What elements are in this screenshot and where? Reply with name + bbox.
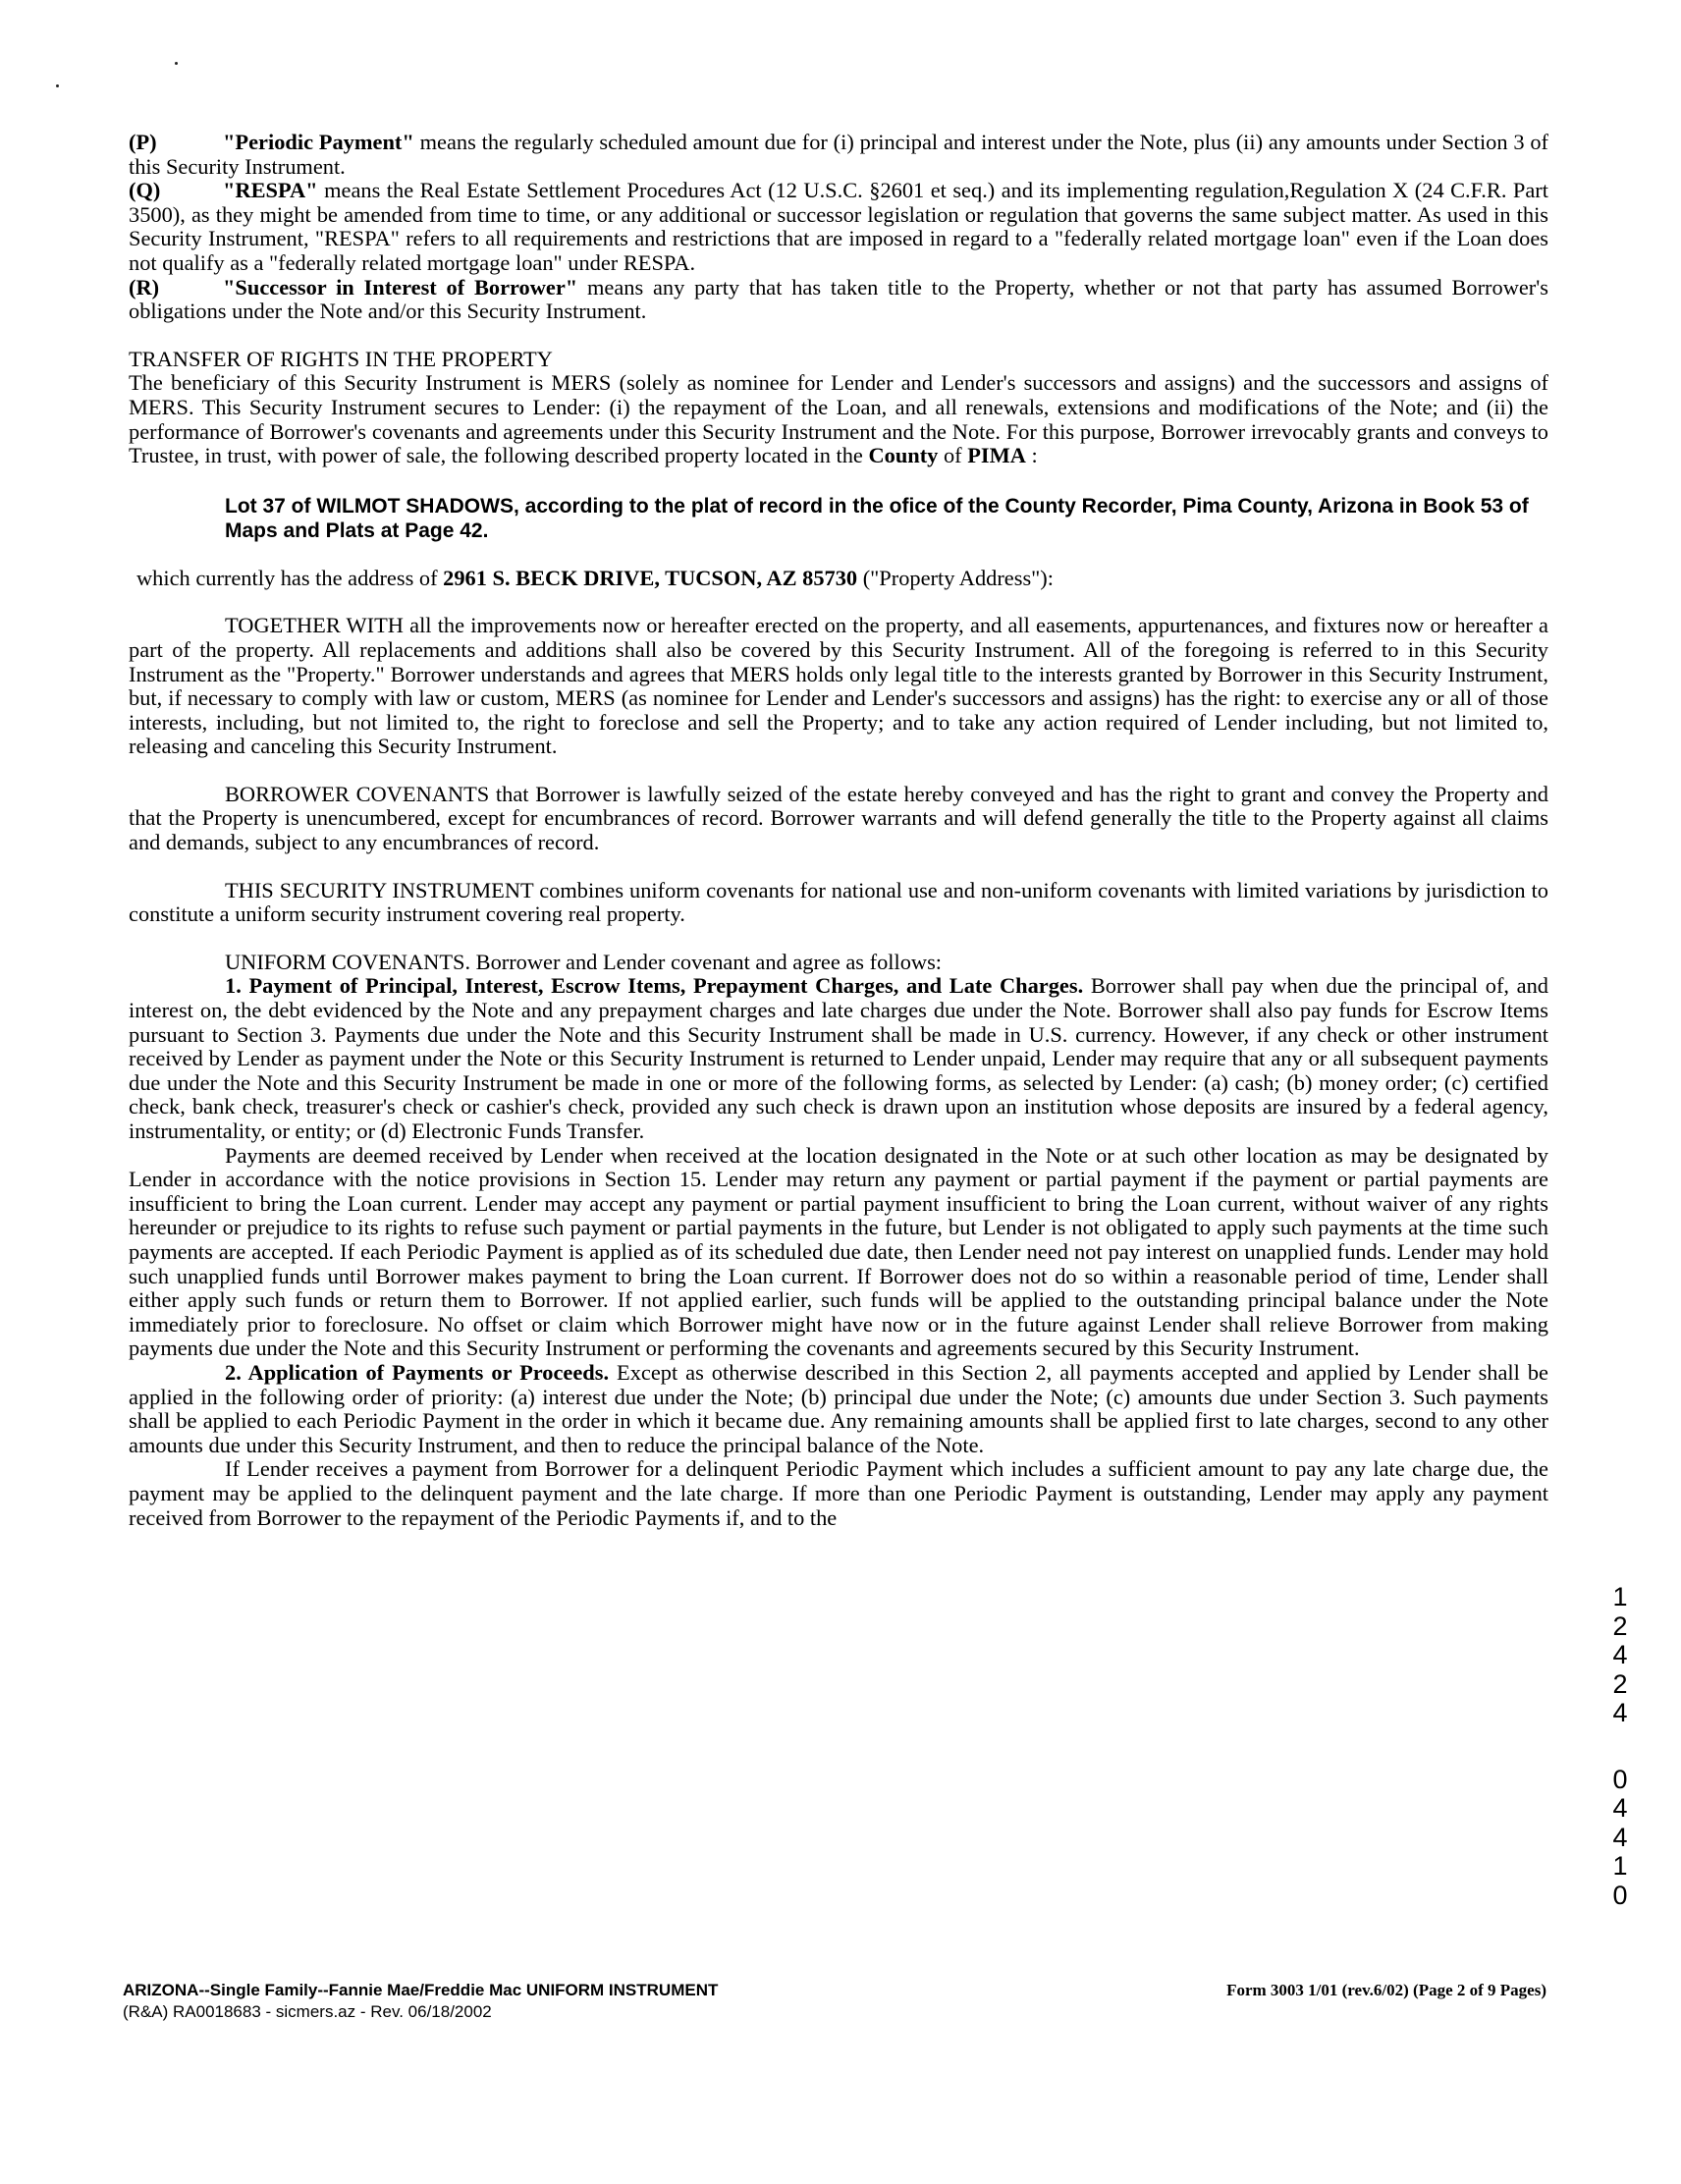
colon: : [1025,443,1038,468]
stamp-gap [1605,1728,1635,1766]
stamp-digit: 0 [1612,1764,1628,1794]
definition-letter: (R) [129,274,160,300]
stamp-digit: 2 [1612,1668,1628,1699]
section-2-text: Except as otherwise described in this Section 2, all payments accepted and applied by Lender shall be applied in the following order of priority: (a) interest due under the Note; (b) principal due under the Note; (c) amounts due under Section 3. Such payments shall be applied to each Periodic Payment in the order in which it became due. Any remaining amounts shall be applied first to late charges, second to any other amounts due under this Security Instrument, and then to reduce the principal balance of the Note. [129,1359,1548,1457]
definition-term: "Periodic Payment" [223,130,414,154]
address-suffix: ("Property Address"): [857,565,1054,590]
definition-letter: (P) [129,130,157,154]
definition-letter: (Q) [129,178,161,203]
address-prefix: which currently has the address of [136,565,444,590]
transfer-paragraph [129,371,1548,467]
section-1-text: Borrower shall pay when due the principal of, and interest on, the debt evidenced by the Note and any prepayment charges and late charges due under the Note. Borrower shall also pay funds for Escrow Items pursuant to Section 3. Payments due under the Note and this Security Instrument shall be made in U.S. currency. However, if any check or other instrument received by Lender as payment under the Note or this Security Instrument is returned to Lender unpaid, Lender may require that any or all subsequent payments due under the Note and this Security Instrument be made in one or more of the following forms, as selected by Lender: (a) cash; (b) money order; (c) certified check, bank check, treasurer's check or cashier's check, provided any such check is drawn upon an institution whose deposits are insured by a federal agency, instrumentality, or entity; or (d) Electronic Funds Transfer. [129,973,1548,1143]
footer-revision: (R&A) RA0018683 - sicmers.az - Rev. 06/18/2002 [123,2002,492,2021]
scan-speck [56,84,59,87]
definition-r [129,276,1548,324]
definition-term: "RESPA" [223,178,318,203]
definition-term: "Successor in Interest of Borrower" [223,274,578,300]
section-2-title: 2. Application of Payments or Proceeds. [225,1359,610,1385]
section-2-paragraph [129,1361,1548,1457]
definition-q [129,179,1548,275]
footer-instrument-title: ARIZONA--Single Family--Fannie Mae/Freddie Mac UNIFORM INSTRUMENT [123,1981,719,1999]
property-address: 2961 S. BECK DRIVE, TUCSON, AZ 85730 [443,565,858,590]
stamp-digit: 0 [1612,1880,1628,1910]
transfer-heading: TRANSFER OF RIGHTS IN THE PROPERTY [129,346,553,371]
definition-text: means the regularly scheduled amount due for (i) principal and interest under the Note, plus (ii) any amounts under Section 3 of this Security Instrument. [129,130,1549,179]
footer-page-number: (Page 2 of 9 Pages) [1408,1981,1546,1999]
recording-stamp [1605,1583,1635,1910]
uniform-covenants-heading: UNIFORM COVENANTS. Borrower and Lender covenant and agree as follows: [225,949,943,974]
section-1-paragraph [129,974,1548,1143]
footer-form-number: Form 3003 1/01 (rev.6/02) [1226,1981,1409,1999]
stamp-digit: 4 [1612,1640,1628,1669]
legal-description: Lot 37 of WILMOT SHADOWS, according to the plat of record in the ofice of the County Recorder, Pima County, Arizona in Book 53 of Maps and Plats at Page 42. [225,494,1529,542]
stamp-digit: 1 [1612,1582,1628,1611]
stamp-digit: 4 [1612,1698,1628,1727]
stamp-digit: 4 [1612,1822,1628,1852]
stamp-digit: 1 [1612,1851,1628,1881]
definition-p [129,131,1548,179]
payments-deemed-paragraph: Payments are deemed received by Lender when received at the location designated in the Note or at such other location as may be designated by Lender in accordance with the notice provisions in Section 15. Lender may return any payment or partial payment if the payment or partial payments are insufficient to bring the Loan current. Lender may accept any payment or partial payment insufficient to bring the Loan current, without waiver of any rights hereunder or prejudice to its rights to refuse such payment or partial payments in the future, but Lender is not obligated to apply such payments at the time such payments are accepted. If each Periodic Payment is applied as of its scheduled due date, then Lender need not pay interest on unapplied funds. Lender may hold such unapplied funds until Borrower makes payment to bring the Loan current. If Borrower does not do so within a reasonable period of time, Lender shall either apply such funds or return them to Borrower. If not applied earlier, such funds will be applied to the outstanding principal balance under the Note immediately prior to foreclosure. No offset or claim which Borrower might have now or in the future against Lender shall relieve Borrower from making payments due under the Note and this Security Instrument or performing the covenants and agreements secured by this Security Instrument. [129,1142,1548,1361]
definition-text: means the Real Estate Settlement Procedures Act (12 U.S.C. §2601 et seq.) and its implementing regulation,Regulation X (24 C.F.R. Part 3500), as they might be amended from time to time, or any additional or successor legislation or regulation that governs the same subject matter. As used in this Security Instrument, "RESPA" refers to all requirements and restrictions that are imposed in regard to a "federally related mortgage loan" even if the Loan does not qualify as a "federally related mortgage loan" under RESPA. [129,178,1548,275]
property-address-line [136,567,1548,591]
section-1-title: 1. Payment of Principal, Interest, Escrow Items, Prepayment Charges, and Late Charges. [225,973,1084,999]
definition-text: means any party that has taken title to the Property, whether or not that party has assumed Borrower's obligations under the Note and/or this Security Instrument. [129,274,1549,324]
transfer-text: The beneficiary of this Security Instrument is MERS (solely as nominee for Lender and Lender's successors and assigns) and the successors and assigns of MERS. This Security Instrument secures to Lender: (i) the repayment of the Loan, and all renewals, extensions and modifications of the Note; and (ii) the performance of Borrower's covenants and agreements under this Security Instrument and the Note. For this purpose, Borrower irrevocably grants and conveys to Trustee, in trust, with power of sale, the following described property located in the [129,370,1548,468]
footer-page-info [1226,1980,1546,2001]
borrower-covenants-paragraph: BORROWER COVENANTS that Borrower is lawfully seized of the estate hereby conveyed and has the right to grant and convey the Property and that the Property is unencumbered, except for encumbrances of record. Borrower warrants and will defend generally the title to the Property against all claims and demands, subject to any encumbrances of record. [129,781,1548,855]
security-instrument-paragraph: THIS SECURITY INSTRUMENT combines uniform covenants for national use and non-uniform covenants with limited variations by jurisdiction to constitute a uniform security instrument covering real property. [129,877,1548,927]
stamp-digit: 2 [1612,1611,1628,1641]
together-with-paragraph: TOGETHER WITH all the improvements now or hereafter erected on the property, and all easements, appurtenances, and fixtures now or hereafter a part of the property. All replacements and additions shall also be covered by this Security Instrument. All of the foregoing is referred to in this Security Instrument as the "Property." Borrower understands and agrees that MERS holds only legal title to the interests granted by Borrower in this Security Instrument, but, if necessary to comply with law or custom, MERS (as nominee for Lender and Lender's successors and assigns) has the right: to exercise any or all of those interests, including, but not limited to, the right to foreclose and sell the Property; and to take any action required of Lender including, but not limited to, releasing and canceling this Security Instrument. [129,613,1548,759]
county-label: County [868,443,939,468]
document-body [129,131,1548,1530]
stamp-digit: 4 [1612,1793,1628,1823]
of-word: of [938,443,968,468]
county-name: PIMA [967,443,1026,468]
delinquent-paragraph: If Lender receives a payment from Borrower for a delinquent Periodic Payment which includes a sufficient amount to pay any late charge due, the payment may be applied to the delinquent payment and the late charge. If more than one Periodic Payment is outstanding, Lender may apply any payment received from Borrower to the repayment of the Periodic Payments if, and to the [129,1456,1548,1530]
scan-speck [175,62,178,65]
footer-form-id [123,1980,718,2023]
